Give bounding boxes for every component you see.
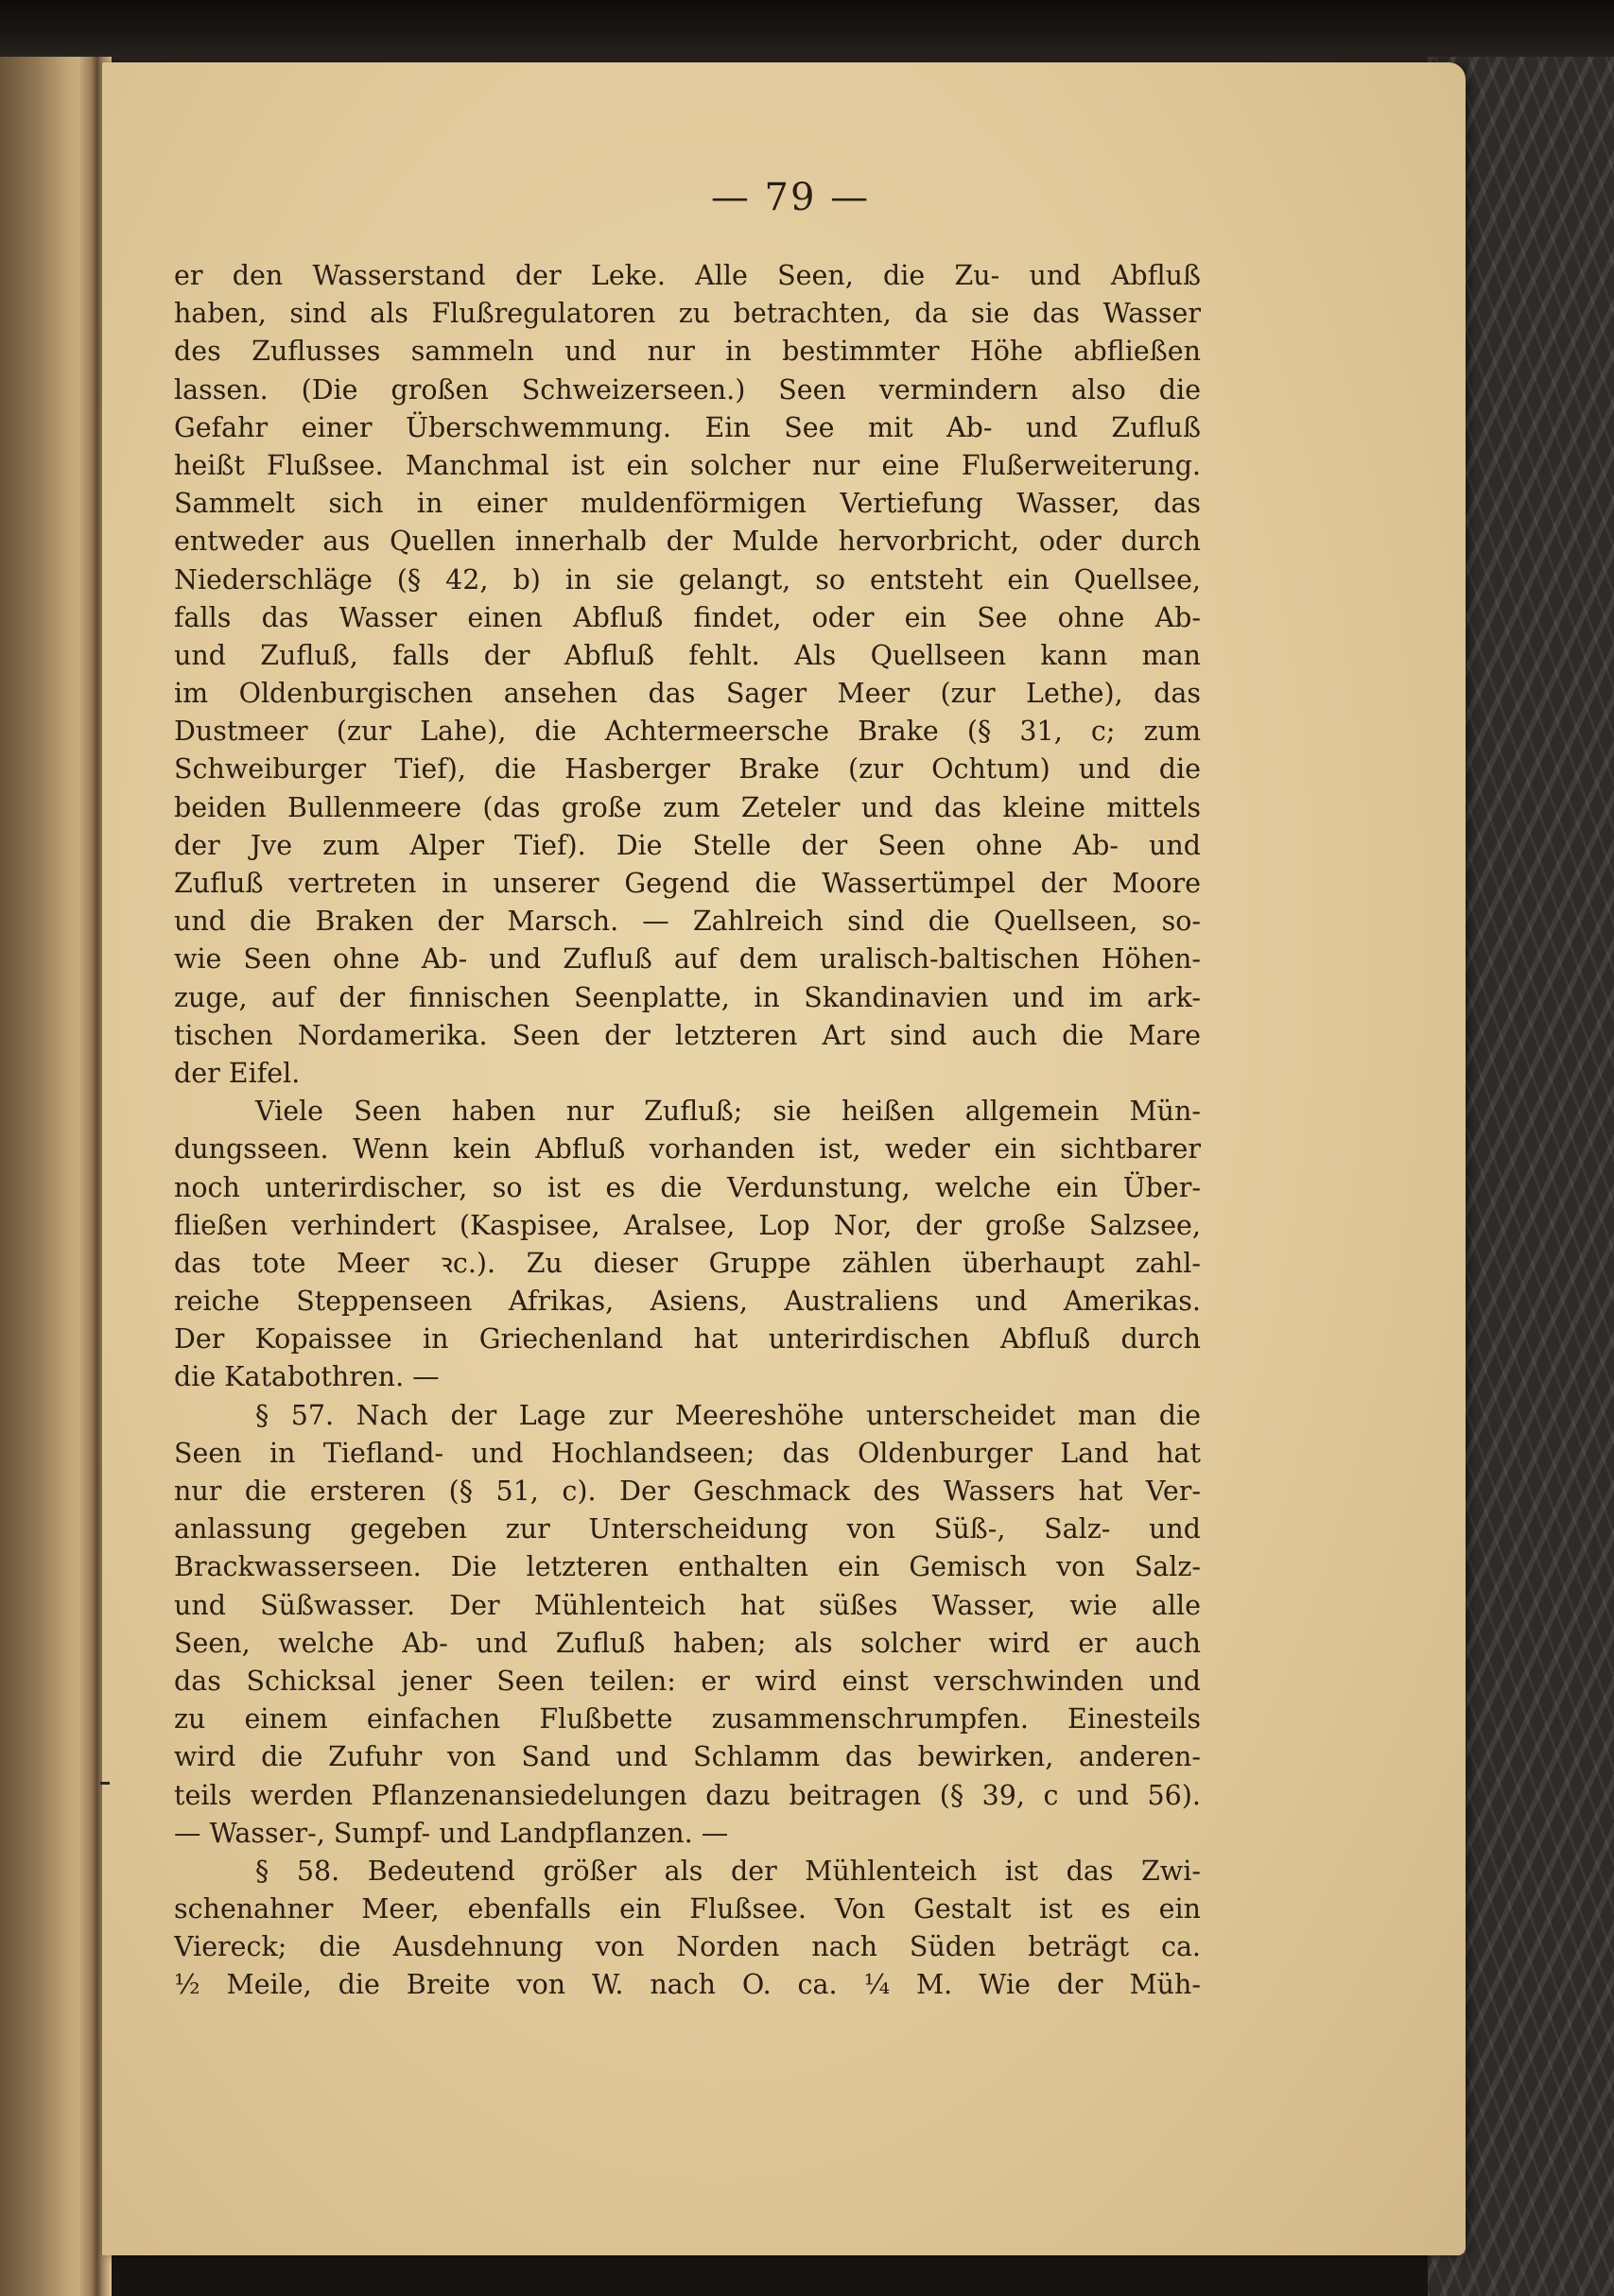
text-line: teils werden Pflanzenansiedelungen dazu beitragen (§ 39, c und 56). [174,1779,1201,1811]
page-number: — 79 — [710,176,871,219]
left-page-fragment [0,57,87,2296]
text-line: reiche Steppenseen Afrikas, Asiens, Australiens und Amerikas. [174,1286,1201,1318]
text-line: § 58. Bedeutend größer als der Mühlenteich ist das Zwi- [255,1855,1201,1887]
text-line: haben, sind als Flußregulatoren zu betrachten, da sie das Wasser [174,298,1201,330]
text-line: dungsseen. Wenn kein Abfluß vorhanden ist, weder ein sichtbarer [174,1133,1201,1165]
text-line: und Süßwasser. Der Mühlenteich hat süßes Wasser, wie alle [174,1589,1201,1621]
text-line: falls das Wasser einen Abfluß findet, oder ein See ohne Ab- [174,601,1201,633]
text-line: Zufluß vertreten in unserer Gegend die Wassertümpel der Moore [174,868,1201,899]
text-line: Seen in Tiefland- und Hochlandseen; das Oldenburger Land hat [174,1437,1201,1469]
text-line: im Oldenburgischen ansehen das Sager Meer (zur Lethe), das [174,678,1201,710]
text-line: zu einem einfachen Flußbette zusammenschrumpfen. Einesteils [174,1703,1201,1735]
text-line: tischen Nordamerika. Seen der letzteren Art sind auch die Mare [174,1019,1201,1051]
page-number-header [102,176,1479,219]
text-line: Der Kopaissee in Griechenland hat unterirdischen Abfluß durch [174,1323,1201,1355]
text-line: wie Seen ohne Ab- und Zufluß auf dem uralisch-baltischen Höhen- [174,943,1201,975]
text-line: Viereck; die Ausdehnung von Norden nach Süden beträgt ca. [174,1931,1201,1963]
text-line: das tote Meer ꝛc.). Zu dieser Gruppe zählen überhaupt zahl- [174,1247,1201,1279]
text-line: beiden Bullenmeere (das große zum Zeteler und das kleine mittels [174,791,1201,823]
text-line: lassen. (Die großen Schweizerseen.) Seen vermindern also die [174,373,1201,406]
text-line: zuge, auf der finnischen Seenplatte, in Skandinavien und im ark- [174,981,1201,1013]
text-line: heißt Flußsee. Manchmal ist ein solcher nur eine Flußerweiterung. [174,449,1201,481]
text-line: Dustmeer (zur Lahe), die Achtermeersche Brake (§ 31, c; zum [174,716,1201,748]
text-line: — Wasser-, Sumpf- und Landpflanzen. — [174,1817,729,1849]
text-line: der Eifel. [174,1057,301,1089]
text-line: nur die ersteren (§ 51, c). Der Geschmack des Wassers hat Ver- [174,1476,1201,1507]
text-line: schenahner Meer, ebenfalls ein Flußsee. Von Gestalt ist es ein [174,1893,1201,1925]
text-line: und die Braken der Marsch. — Zahlreich sind die Quellseen, so- [174,906,1201,938]
text-line: er den Wasserstand der Leke. Alle Seen, die Zu- und Abfluß [174,260,1201,291]
text-line: Niederschläge (§ 42, b) in sie gelangt, so entsteht ein Quellsee, [174,563,1201,596]
margin-mark [100,1782,110,1785]
text-line: der Jve zum Alper Tief). Die Stelle der Seen ohne Ab- und [174,829,1201,861]
text-line: noch unterirdischer, so ist es die Verdunstung, welche ein Über- [174,1171,1201,1203]
text-line: Sammelt sich in einer muldenförmigen Vertiefung Wasser, das [174,488,1201,520]
body-text [174,257,1201,2005]
text-line: fließen verhindert (Kaspisee, Aralsee, Lop Nor, der große Salzsee, [174,1209,1201,1241]
text-line: und Zufluß, falls der Abfluß fehlt. Als Quellseen kann man [174,639,1201,671]
text-line: § 57. Nach der Lage zur Meereshöhe unterscheidet man die [255,1399,1201,1431]
text-line: des Zuflusses sammeln und nur in bestimmter Höhe abfließen [174,336,1201,368]
text-line: Schweiburger Tief), die Hasberger Brake (zur Ochtum) und die [174,753,1201,785]
text-line: Viele Seen haben nur Zufluß; sie heißen allgemein Mün- [255,1096,1201,1128]
text-line: entweder aus Quellen innerhalb der Mulde hervorbricht, oder durch [174,526,1201,558]
text-line: Seen, welche Ab- und Zufluß haben; als solcher wird er auch [174,1627,1201,1659]
text-line: die Katabothren. — [174,1361,440,1393]
text-line: das Schicksal jener Seen teilen: er wird einst verschwinden und [174,1665,1201,1697]
text-line: anlassung gegeben zur Unterscheidung von Süß-, Salz- und [174,1513,1201,1545]
text-line: Brackwasserseen. Die letzteren enthalten ein Gemisch von Salz- [174,1551,1201,1583]
text-line: Gefahr einer Überschwemmung. Ein See mit Ab- und Zufluß [174,411,1201,443]
text-line: ½ Meile, die Breite von W. nach O. ca. ¼ M. Wie der Müh- [174,1969,1201,2001]
text-line: wird die Zufuhr von Sand und Schlamm das bewirken, anderen- [174,1741,1201,1773]
